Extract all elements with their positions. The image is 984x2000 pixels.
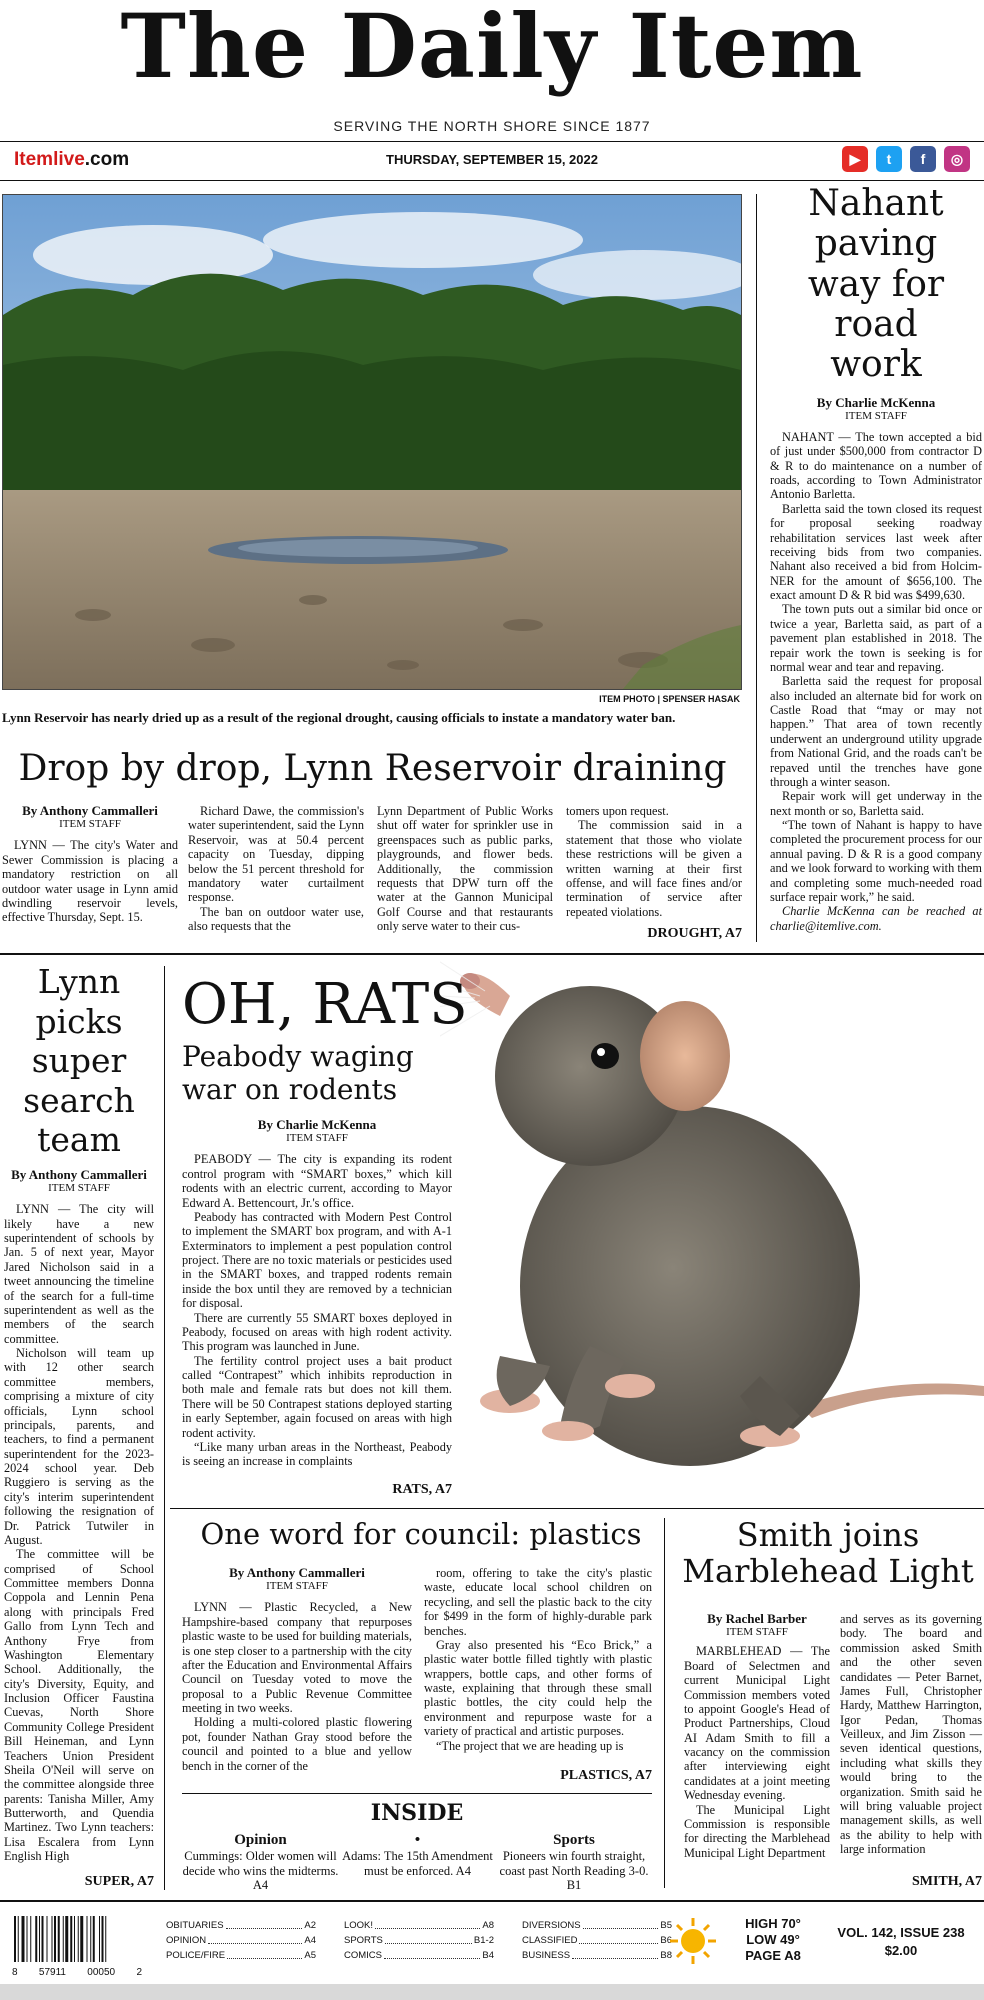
index-leader: [375, 1918, 480, 1929]
index-page: B4: [482, 1950, 494, 1961]
paragraph: Holding a multi-colored plastic flowering pot, founder Nathan Gray stood before the council and pointed to a blue and yellow bench in the corner of the: [182, 1715, 412, 1773]
paragraph: Nicholson will team up with 12 other search committee members, comprising a mixture of city officials, Lynn school principals, parents, and teachers, to find a permanent superintendent for the 2023-2024 school year. Deb Ruggiero is serving as the city's interim superintendent following the resignation of Dr. Patrick Tutwiler in August.: [4, 1346, 154, 1547]
lead-col-2: [188, 804, 364, 933]
index-page: A4: [304, 1935, 316, 1946]
weather-page: PAGE A8: [745, 1948, 801, 1963]
weather-high: HIGH 70°: [745, 1916, 801, 1931]
nahant-byline: By Charlie McKenna: [816, 394, 936, 410]
index-entry[interactable]: [522, 1933, 672, 1948]
index-leader: [583, 1918, 659, 1929]
barcode-bar: [102, 1916, 104, 1962]
lynn-search-headline[interactable]: Lynn picks super search team: [23, 962, 135, 1160]
index-column: [344, 1918, 494, 1963]
smith-headline[interactable]: Smith joins Marblehead Light: [682, 1516, 974, 1590]
barcode-bar: [74, 1916, 75, 1962]
lead-jump-link[interactable]: DROUGHT, A7: [647, 926, 742, 941]
nahant-headline[interactable]: Nahant paving way for road work: [807, 183, 945, 386]
index-leader: [572, 1948, 658, 1959]
facebook-icon[interactable]: f: [910, 146, 936, 172]
rats-byline: By Charlie McKenna: [257, 1117, 377, 1132]
index-name: LOOK!: [344, 1920, 374, 1931]
barcode-bar: [90, 1916, 91, 1962]
barcode-bar: [30, 1916, 31, 1962]
issue-info: [826, 1924, 976, 1960]
paragraph: Gray also presented his “Eco Brick,” a plastic water bottle filled tightly with plastic wrappers, bottle caps, and other forms of waste, explaining that through these small plastic bottles, the city could help the environment and repurpose waste for a variety of practical and artistic purposes.: [424, 1637, 652, 1739]
smith-staff: ITEM STAFF: [726, 1626, 788, 1639]
barcode-bar: [27, 1916, 28, 1962]
plastics-headline[interactable]: One word for council: plastics: [200, 1517, 642, 1551]
rats-story: [182, 974, 482, 1107]
inside-section-label: Opinion: [234, 1832, 287, 1848]
lynn-search-jump-link[interactable]: SUPER, A7: [84, 1874, 154, 1889]
index-entry[interactable]: [166, 1918, 316, 1933]
index-name: BUSINESS: [522, 1950, 571, 1961]
index-entry[interactable]: [166, 1948, 316, 1963]
lead-paragraph: Richard Dawe, the commission's water superintendent, said the Lynn Reservoir, was at 50.4 percent capacity on Tuesday, dipping below the 51 percent threshold for mandatory water curtailment response.: [188, 804, 364, 905]
lynn-search-staff: ITEM STAFF: [48, 1182, 110, 1195]
plastics-byline: By Anthony Cammalleri: [229, 1565, 365, 1580]
inside-bullet: •: [414, 1832, 421, 1848]
reservoir-photo-image: [3, 195, 741, 689]
price: $2.00: [884, 1943, 918, 1958]
index-page: B5: [660, 1920, 672, 1931]
lead-paragraph: The ban on outdoor water use, also requests that the: [188, 904, 364, 933]
barcode-bars: [12, 1916, 142, 1962]
barcode: [12, 1916, 142, 1978]
smith-paragraph: The Municipal Light Commission is responsible for directing the Marblehead Municipal Light Department: [684, 1802, 830, 1860]
index-entry[interactable]: [166, 1933, 316, 1948]
masthead-title: The Daily Item: [120, 0, 864, 98]
paragraph: The committee will be comprised of School Committee members Donna Coppola and Lennin Pena along with principals Fred Gallo from Lynn Tech and Anthony Frye from Washington Elementary School. Additionally, the city's Diversity, Equity, and Inclusion Officer Faustina Cuevas, North Shore Community College President Bill Heineman, and Lynn Teachers Union President Sheila O'Neil will serve on the committee alongside three parents: Tanisha Miller, Amy Butterworth, and Quendia Martinez. Two Lynn teachers: Lisa Escalera from Lynn English High: [4, 1547, 154, 1864]
rats-subhead: Peabody waging war on rodents: [182, 1039, 414, 1107]
youtube-icon[interactable]: ▶: [842, 146, 868, 172]
barcode-bar: [78, 1916, 79, 1962]
nahant-story: [770, 184, 982, 933]
index-entry[interactable]: [522, 1948, 672, 1963]
barcode-digit: 57911: [38, 1967, 66, 1978]
paragraph: Repair work will get underway in the next month or so, Barletta said.: [770, 789, 982, 818]
paragraph: “The project that we are heading up is: [436, 1738, 624, 1753]
barcode-bar: [99, 1916, 100, 1962]
rat-photo: [440, 956, 984, 1496]
paragraph: NAHANT — The town accepted a bid of just under $500,000 from contractor D & R to do maintenance on a number of roads, according to Town Administrator Antonio Barletta.: [770, 429, 982, 502]
index-page: A8: [482, 1920, 494, 1931]
footer-rule: [0, 1900, 984, 1902]
lead-byline: By Anthony Cammalleri: [22, 803, 158, 818]
lynn-search-byline: By Anthony Cammalleri: [11, 1166, 147, 1182]
nahant-staff: ITEM STAFF: [845, 409, 907, 422]
index-entry[interactable]: [344, 1933, 494, 1948]
plastics-jump-link[interactable]: PLASTICS, A7: [560, 1768, 652, 1783]
index-column: [166, 1918, 316, 1963]
index-leader: [226, 1918, 303, 1929]
plastics-staff: ITEM STAFF: [266, 1580, 328, 1593]
smith-jump-link[interactable]: SMITH, A7: [911, 1874, 982, 1889]
barcode-bar: [80, 1916, 83, 1962]
barcode-digit: 00050: [87, 1967, 116, 1978]
barcode-bar: [87, 1916, 88, 1962]
lead-staff: ITEM STAFF: [59, 818, 121, 831]
masthead-rule-top: [0, 141, 984, 142]
volume-issue: VOL. 142, ISSUE 238: [837, 1925, 965, 1940]
barcode-bar: [18, 1916, 19, 1962]
paragraph: There are currently 55 SMART boxes deployed in Peabody, focused on areas with high rodent activity. This program was launched in June.: [182, 1310, 452, 1354]
inside-item[interactable]: [182, 1832, 339, 1892]
inside-item[interactable]: [339, 1832, 496, 1892]
plastics-body-2: [424, 1566, 652, 1753]
reservoir-photo: [2, 194, 742, 690]
barcode-digits: [12, 1967, 142, 1978]
plastics-body-1: [182, 1600, 412, 1773]
smith-paragraph: MARBLEHEAD — The Board of Selectmen and current Municipal Light Commission members voted to appoint Google's Head of Product Partnerships, Cloud AI Adam Smith to fill a vacancy on the commission after interviewing eight candidates at a joint meeting Wednesday evening.: [684, 1644, 830, 1803]
lead-paragraph: The commission said in a statement that those who violate these restrictions will be given a written warning at their first offense, and will face fines and/or termination of service after repeated violations.: [566, 818, 742, 919]
weather: [728, 1916, 818, 1964]
index-name: COMICS: [344, 1950, 382, 1961]
section-rule: [0, 953, 984, 955]
lead-paragraph: LYNN — The city's Water and Sewer Commission is placing a mandatory restriction on all outdoor water usage in Lynn amid dwindling reservoir levels, effective Thursday, Sept. 15.: [2, 838, 178, 925]
column-divider: [756, 194, 757, 942]
paragraph: LYNN — The city will likely have a new superintendent of schools by Jan. 5 of next year, Mayor Jared Nicholson said in a tweet announcing the timeline of the search for a full-time superintendent as well as the members of the search committee.: [4, 1202, 154, 1346]
barcode-bar: [35, 1916, 37, 1962]
barcode-bar: [42, 1916, 44, 1962]
index-name: SPORTS: [344, 1935, 383, 1946]
site-link-domain: .com: [84, 149, 130, 170]
rats-body: [182, 1152, 452, 1468]
barcode-bar: [63, 1916, 64, 1962]
twitter-icon[interactable]: t: [876, 146, 902, 172]
index-name: OPINION: [166, 1935, 207, 1946]
inside-box: [182, 1832, 652, 1892]
index-name: CLASSIFIED: [522, 1935, 578, 1946]
index-leader: [208, 1933, 302, 1944]
lead-col-4: [566, 804, 742, 919]
paragraph: The fertility control project uses a bait product called “Contrapest” which inhibits reproduction in both male and female rats but does not kill them. There will be 50 Contrapest stations deployed starting in early September, again focused on areas with high rodent activity.: [182, 1353, 452, 1440]
site-link-brand: Itemlive: [14, 149, 85, 170]
inside-item-text: Pioneers win fourth straight, coast past North Reading 3-0. B1: [499, 1849, 649, 1892]
lead-headline[interactable]: Drop by drop, Lynn Reservoir draining: [18, 748, 727, 789]
sun-icon: [668, 1916, 718, 1966]
paragraph: “The town of Nahant is happy to have completed the procurement process for our annual paving. D & R is a good company and we look forward to working with them and completing some much-needed road surface repair work,” he said.: [770, 818, 982, 904]
inside-item-text: Adams: The 15th Amendment must be enforced. A4: [342, 1849, 493, 1878]
smith-byline: By Rachel Barber: [707, 1611, 807, 1626]
lead-paragraph: tomers upon request.: [566, 804, 669, 818]
index-leader: [579, 1933, 658, 1944]
rats-headline[interactable]: OH, RATS: [182, 972, 468, 1037]
photo-caption: Lynn Reservoir has nearly dried up as a result of the regional drought, causing officials to instate a mandatory water ban.: [2, 710, 676, 725]
inside-item[interactable]: [496, 1832, 652, 1892]
inside-section-label: Sports: [553, 1832, 595, 1848]
page-index: [166, 1918, 672, 1963]
paragraph: The town puts out a similar bid once or twice a year, Barletta said, as part of a pavement plan established in 2018. The repair work the town is seeking is for normal wear and tear and repaving.: [770, 602, 982, 674]
nahant-body: [770, 430, 982, 904]
weather-low: LOW 49°: [746, 1932, 800, 1947]
barcode-bar: [54, 1916, 56, 1962]
photo-credit: ITEM PHOTO | SPENSER HASAK: [599, 694, 740, 704]
section-rule: [170, 1508, 984, 1509]
index-page: A5: [304, 1950, 316, 1961]
index-leader: [385, 1933, 472, 1944]
instagram-icon[interactable]: ◎: [944, 146, 970, 172]
paragraph: “Like many urban areas in the Northeast, Peabody is seeing an increase in complaints: [182, 1439, 452, 1469]
barcode-bar: [39, 1916, 40, 1962]
barcode-bar: [93, 1916, 95, 1962]
barcode-bar: [58, 1916, 60, 1962]
index-page: A2: [304, 1920, 316, 1931]
lead-col-3: [377, 804, 553, 933]
index-column: [522, 1918, 672, 1963]
rat-photo-image: [440, 956, 984, 1496]
issue-date: THURSDAY, SEPTEMBER 15, 2022: [386, 152, 598, 167]
barcode-digit: 8: [12, 1967, 18, 1978]
section-rule: [182, 1793, 652, 1794]
lynn-search-body: [4, 1202, 154, 1863]
lead-col-1: [2, 804, 178, 925]
social-links: [842, 146, 970, 172]
index-name: OBITUARIES: [166, 1920, 224, 1931]
index-leader: [227, 1948, 302, 1959]
masthead-tagline: SERVING THE NORTH SHORE SINCE 1877: [333, 118, 651, 134]
index-name: POLICE/FIRE: [166, 1950, 226, 1961]
barcode-digit: 2: [136, 1967, 142, 1978]
page-bottom-band: [0, 1984, 984, 2000]
paragraph: Peabody has contracted with Modern Pest Control to implement the SMART box program, and with A-1 Exterminators to implement a pest population control project. There are no toxic materials or pesticides used in the SMART boxes, and trapped rodents remain inside the box until they are removed by a technician for disposal.: [182, 1209, 452, 1311]
rats-body-col: [182, 1118, 452, 1469]
inside-title: INSIDE: [370, 1800, 464, 1826]
index-name: DIVERSIONS: [522, 1920, 581, 1931]
column-divider: [164, 966, 165, 1890]
index-leader: [384, 1948, 480, 1959]
nahant-contact: Charlie McKenna can be reached at charlie@itemlive.com.: [770, 904, 982, 933]
paragraph: Barletta said the request for proposal also included an alternate bid for work on Castle Road that “may or may not happen.” That area of town recently underwent an underground utility upgrade from National Grid, and the roads can't be repaved until the trenches have gone through a winter season.: [770, 674, 982, 789]
barcode-bar: [52, 1916, 53, 1962]
paragraph: Barletta said the town closed its request for proposal seeking roadway rehabilitation services last week after receiving bids from two companies. Nahant also received a bid from Holcim-NER for the amount of $656,100. The exact amount D & R bid was $499,630.: [770, 501, 982, 603]
rats-jump-link[interactable]: RATS, A7: [392, 1482, 452, 1497]
paragraph: room, offering to take the city's plastic waste, educate local school children on recycling, and sell the plastic back to the city for $499 in the form of highly-durable park benches.: [424, 1566, 652, 1638]
inside-item-text: Cummings: Older women will decide who wins the midterms. A4: [182, 1849, 339, 1892]
plastics-col-1: [182, 1566, 412, 1773]
barcode-bar: [105, 1916, 106, 1962]
index-page: B1-2: [473, 1935, 494, 1946]
barcode-bar: [22, 1916, 25, 1962]
barcode-bar: [70, 1916, 72, 1962]
smith-col-2: [840, 1612, 982, 1856]
smith-col-1: [684, 1612, 830, 1860]
paragraph: PEABODY — The city is expanding its rodent control program with “SMART boxes,” which kill rodents with an electric current, according to Mayor Edward A. Bettencourt, Jr.'s office.: [182, 1152, 452, 1210]
smith-paragraph: and serves as its governing body. The board and commission asked Smith and the other seven candidates — Peter Barnet, James Full, Christopher Hardy, Matthew Harrington, Igor Pedan, Thomas Veilleux, and Jim Zisson — seven identical questions, including what skills they would bring to the organization. Smith said he will bring valuable project management skills, as well as the ability to help with large information: [840, 1612, 982, 1856]
barcode-bar: [65, 1916, 68, 1962]
rats-staff: ITEM STAFF: [286, 1132, 348, 1145]
column-divider: [664, 1518, 665, 1888]
paragraph: LYNN — Plastic Recycled, a New Hampshire-based company that repurposes plastic waste to be used for building materials, is one step closer to a partnership with the city after the Education and Environmental Affairs Council on Tuesday voted to move the proposal to a Public Revenue Committee meeting in two weeks.: [182, 1600, 412, 1716]
index-entry[interactable]: [522, 1918, 672, 1933]
index-entry[interactable]: [344, 1948, 494, 1963]
index-page: B6: [660, 1935, 672, 1946]
index-entry[interactable]: [344, 1918, 494, 1933]
masthead-rule-bottom: [0, 180, 984, 181]
barcode-bar: [47, 1916, 48, 1962]
barcode-bar: [14, 1916, 16, 1962]
lead-paragraph: Lynn Department of Public Works shut off water for sprinkler use in greenspaces such as public parks, playgrounds, and flower beds. Additionally, the commission requests that DPW turn off the water at the Gannon Municipal Golf Course and that restaurants only serve water to their cus-: [377, 804, 553, 933]
lynn-search-story: [4, 962, 154, 1864]
index-page: B8: [660, 1950, 672, 1961]
